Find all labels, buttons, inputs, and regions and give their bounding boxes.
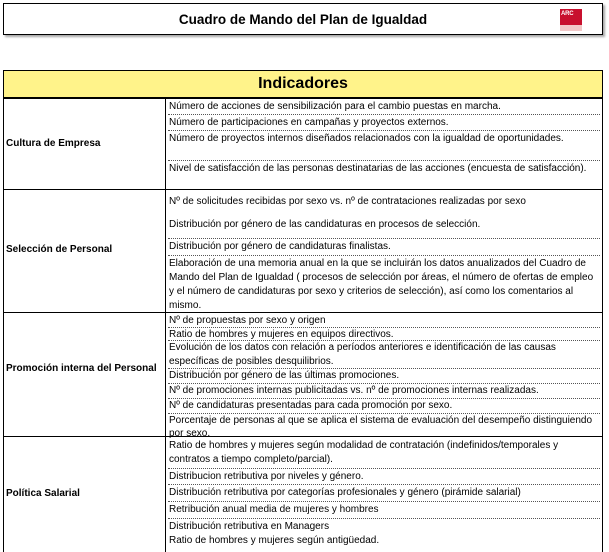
indicator-item: Retribución anual media de mujeres y hombres (168, 503, 600, 519)
category-label: Política Salarial (6, 488, 80, 499)
section-promocion-interna (4, 312, 602, 439)
logo-text: ARC (561, 11, 574, 17)
category-cell (4, 437, 166, 552)
indicator-item: Distribución retributiva en Managers (169, 521, 330, 532)
indicator-item: Nº de candidaturas presentadas para cada promoción por sexo. (168, 399, 600, 414)
section-seleccion-de-personal (4, 189, 602, 312)
logo-icon (560, 9, 582, 31)
title-box (3, 3, 603, 35)
indicator-item: Nivel de satisfacción de las personas destinatarias de las acciones (encuesta de satisfacción). (169, 163, 587, 174)
indicator-item: Nº de promociones internas publicitadas vs. nº de promociones internas realizadas. (168, 384, 600, 399)
indicator-item: Distribución por género de candidaturas finalistas. (168, 240, 600, 256)
indicator-item: Distribución por género de las últimas promociones. (168, 369, 600, 384)
page-title: Cuadro de Mando del Plan de Igualdad (178, 12, 428, 27)
indicadores-header: Indicadores (3, 70, 603, 98)
indicator-item: Evolución de los datos con relación a períodos anteriores e identificación de las causas específicas de posibles desquilibrios. (168, 341, 600, 369)
category-label: Cultura de Empresa (6, 138, 101, 149)
logo-stripe (560, 25, 582, 31)
indicator-item: Ratio de hombres y mujeres en equipos directivos. (168, 328, 600, 341)
category-cell (4, 190, 166, 312)
category-label: Selección de Personal (6, 244, 113, 255)
indicator-item: Nº de solicitudes recibidas por sexo vs. nº de contrataciones realizadas por sexo (169, 196, 526, 207)
indicator-item: Distribución retributiva por categorías profesionales y género (pirámide salarial) (168, 486, 600, 502)
section-politica-salarial (4, 436, 602, 552)
indicator-item: Ratio de hombres y mujeres según modalidad de contratación (indefinidos/temporales y contratos a tiempo completo/parcial). (168, 439, 600, 469)
indicators-table (3, 98, 603, 552)
indicator-item: Número de acciones de sensibilización para el cambio puestas en marcha. (168, 100, 600, 115)
category-cell (4, 313, 166, 436)
indicator-item: Número de participaciones en campañas y proyectos externos. (168, 116, 600, 131)
category-label: Promoción interna del Personal (6, 363, 157, 374)
indicator-item: Distribución por género de las candidaturas en procesos de selección. (168, 218, 600, 239)
section-cultura-de-empresa (4, 98, 602, 189)
indicator-item: Porcentaje de personas al que se aplica el sistema de evaluación del desempeño distinguiendo por sexo. (169, 415, 593, 439)
indicator-item: Elaboración de una memoria anual en la que se incluirán los datos anualizados del Cuadro de Mando del Plan de Igualdad ( procesos de selección por áreas, el número de ofertas de empleo y el número de candidaturas por sexo y criterios de selección), así como los comentarios al mismo. (169, 258, 594, 311)
indicator-item: Ratio de hombres y mujeres según antigüedad. (169, 535, 380, 546)
indicator-item: Distribucion retributiva por niveles y género. (168, 470, 600, 485)
indicator-item: Nº de propuestas por sexo y origen (168, 314, 600, 328)
indicator-item: Número de proyectos internos diseñados relacionados con la igualdad de oportunidades. (168, 132, 600, 161)
category-cell (4, 99, 166, 189)
